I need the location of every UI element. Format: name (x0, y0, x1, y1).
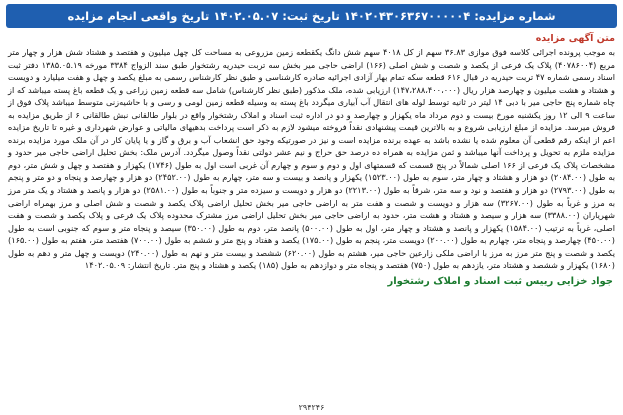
notice-body-text: به موجب پرونده اجرائی کلاسه فوق موازی ۳۶.۸۳ سهم از کل ۴۰۱۸ سهم شش دانگ یکقطعه زمین مزروعی به مساحت کل چهل میلیون و هفتصد و هشتاد شش هزار و چهار متر مربع (۴۰۷۸۶۰۰۴) پلاک یک فرعی از یکصد و شصت و شش اصلی (۱۶۶) اراضی حاجی میر بخش سه تربت حیدریه رشتخوار طبق سند الزواج ۳۳۸۴ مورخه ۱۳۸۵.۰۵.۱۹ دفتر ثبت اسناد رسمی شماره ۴۷ تربت حیدریه در قبال ۶۱۶ قطعه سکه تمام بهار آزادی اجرائیه صادره کارشناسی و طبق نظر کارشناس رسمی به مبلغ یکصد و چهل و هفت میلیارد و دویست و هشتاد و هشت میلیون و چهارصد هزار ریال (۱۴۷،۲۸۸،۴۰۰،۰۰۰) ارزیابی شده، ملک مذکور (طبق نظر کارشناس) شامل سه قطعه زمین زراعی و یک قطعه باغ پسته میباشد که از چاه شماره پنج حاجی میر با دبی ۱۴ لیتر در ثانیه توسط لوله های انتقال آب آبیاری میگردد باغ پسته به وسیله قطعه زمین لومی و رسی و با حاشیه‌زنی متوسط میباشد پلاک فوق از ساعت ۹ الی ۱۲ روز یکشنبه مورخ بیست و دوم مرداد ماه یکهزار و چهارصد و دو در اداره ثبت اسناد و املاک رشتخوار واقع در بلوار طالقانی نبش طالقانی ۶ از طریق مزایده به فروش میرسد. مزایده از مبلغ ارزیابی شروع و به بالاترین قیمت پیشنهادی نقداً فروخته میشود لازم به ذکر است پرداخت بدهیهای مالیاتی و عوارض شهرداری و غیره تا تاریخ مزایده اعم از اینکه رقم قطعی آن معلوم شده یا نشده باشد به عهده برنده مزایده است و نیز در صورتیکه وجود حق انشعاب آب و برق و گاز و یا پایان کار در آن ملک مورد مزایده برنده مزایده ملزم به تحویل و پرداخت آنها میباشد و ثمن مزایده به همراه ده درصد حق حراج و نیم عشر دولتی نقداً وصول میگردد. آدرس ملک: بخش تحلیل اراضی حاجی میر حدود و مشخصات پلاک یک فرعی از ۱۶۶ اصلی شمالاً در پنج قسمت که قسمتهای اول و دوم و سوم و چهارم آن غربی است اول به طول (۱۷۴۶) یکهزار و هفتصد و چهل و شش متر، دوم به طول (۲۰۸۴.۰۰) دو هزار و هشتاد و چهار متر، سوم به طول (۱۵۲۳.۰۰) یکهزار و پانصد و بیست و سه متر، چهارم به طول (۲۴۵۲.۰۰) دو هزار و چهارصد و پنجاه و دو متر و پنجم به طول (۲۷۹۳.۰۰) دو هزار و هفتصد و نود و سه متر، شرقاً به طول (۲۲۱۳.۰۰) دو هزار و دویست و سیزده متر و جنوباً به طول (۲۵۸۱.۰۰) دو هزار و پانصد و هشتاد و یک متر مرز به مرز و غرباً به طول (۳۲۶۷.۰۰) سه هزار و دویست و شصت و هفت متر به اراضی حاجی میر بخش تحلیل اراضی پلاک یکصد و شصت و شش اصلی و مرز بهمراه اراضی شهریاران (۳۳۸۸.۰۰) سه هزار و سیصد و هشتاد و هشت متر، حدود به اراضی حاجی میر بخش تحلیل اراضی مرز مشترک محدوده پلاک یک فرعی و پلاک یکصد و شصت و هفت اصلی، غرباً به ترتیب (۱۵۸۴.۰۰) یکهزار و پانصد و هشتاد و چهار متر، اول به طول (۵۰۰.۰۰) پانصد متر، دوم به طول (۳۵۰.۰۰) سیصد و پنجاه متر و سوم که جنوبی است به طول (۴۵۰.۰۰) چهارصد و پنجاه متر، چهارم به طول (۲۰۰.۰۰) دویست متر، پنجم به طول (۱۷۵.۰۰) یکصد و هفتاد و پنج متر و ششم به طول (۷۰۰.۰۰) هفتصد متر، هفتم به طول (۱۶۵.۰۰) یکصد و شصت و پنج متر مرز به مرز با اراضی ملکی زارعین حاجی میر، هشتم به طول (۶۲۰.۰۰) ششصد و بیست متر و نهم به طول (۲۴۰.۰۰) دویست و چهل متر و دهم به طول (۱۶۸۰) یکهزار و ششصد و هشتاد متر، یازدهم به طول (۷۵۰) هفتصد و پنجاه متر و دوازدهم به طول (۱۸۵) یکصد و هشتاد و پنج متر. تاریخ انتشار: ۱۴۰۲.۰۵.۰۹ (8, 47, 616, 271)
signature-line: جواد خزایی رییس ثبت اسناد و املاک رشتخوار (387, 275, 613, 287)
notice-code: ۲۹۴۲۴۶ (298, 403, 325, 412)
notice-heading: متن آگهی مزایده (535, 33, 615, 44)
auction-number-header: شماره مزایده: ۱۴۰۲۰۴۳۰۶۳۶۷۰۰۰۰۰۴ تاریخ ثبت: ۱۴۰۲.۰۵.۰۷ تاریخ واقعی انجام مزایده (6, 4, 617, 28)
